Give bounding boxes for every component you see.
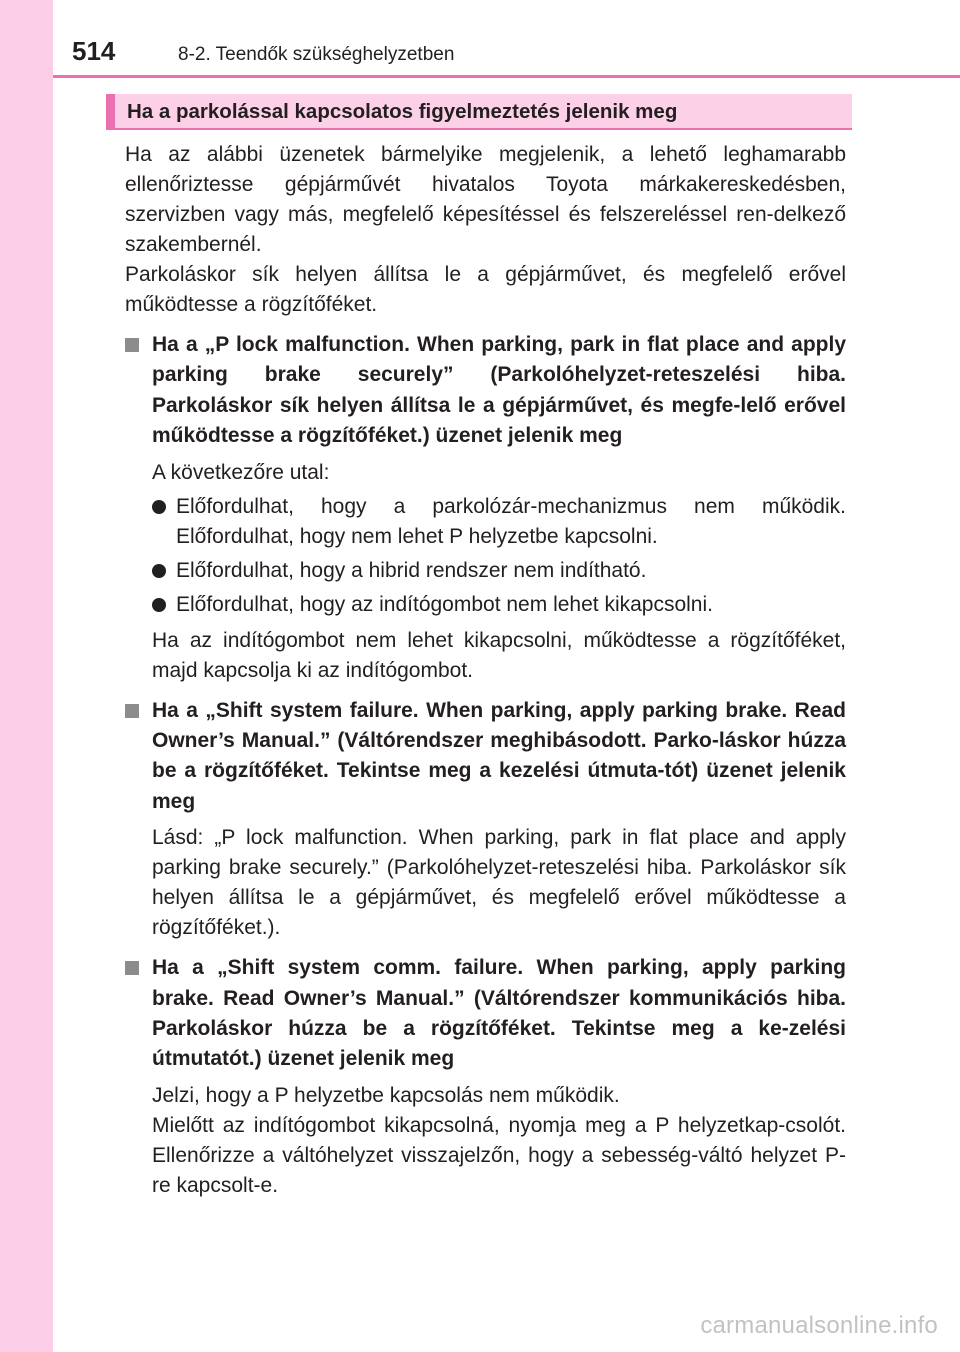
list-item — [152, 492, 846, 552]
section-title: Ha a parkolással kapcsolatos figyelmeztetés jelenik meg — [127, 100, 678, 123]
topic-body-shift-system-comm-failure — [125, 1081, 846, 1201]
square-bullet-icon — [125, 961, 139, 975]
topic-heading-text: Ha a „Shift system failure. When parking, apply parking brake. Read Owner’s Manual.” (Váltórendszer meghibásodott. Parko-láskor húzza be a rögzítőféket. Tekintse meg a kezelési útmuta-tót) üzenet jelenik meg — [152, 698, 846, 813]
topic-lead: A következőre utal: — [152, 460, 330, 484]
list-item — [152, 556, 846, 586]
topic-heading-text: Ha a „Shift system comm. failure. When parking, apply parking brake. Read Owner’s Manual.” (Váltórendszer kommunikációs hiba. Parkoláskor húzza be a rögzítőféket. Tekintse meg a ke-zelési útmutatót.) üzenet jelenik meg — [152, 956, 846, 1071]
page-number: 514 — [72, 36, 116, 66]
round-bullet-icon — [152, 598, 166, 612]
topic-heading-text: Ha a „P lock malfunction. When parking, park in flat place and apply parking brake securely” (Parkolóhelyzet-reteszelési hiba. Parkoláskor sík helyen állítsa le a gépjárművet, és megfe-lelő erővel működtesse a rögzítőféket.) üzenet jelenik meg — [152, 333, 846, 448]
topic-body-text: Jelzi, hogy a P helyzetbe kapcsolás nem működik. — [152, 1083, 620, 1107]
header-divider — [53, 75, 960, 78]
topic-note: Ha az indítógombot nem lehet kikapcsolni, működtesse a rögzítőféket, majd kapcsolja ki az indítógombot. — [152, 628, 846, 682]
list-item — [152, 590, 846, 620]
list-item-text: Előfordulhat, hogy a parkolózár-mechanizmus nem működik. Előfordulhat, hogy nem lehet P helyzetbe kapcsolni. — [176, 494, 846, 548]
section-banner — [106, 94, 852, 130]
topic-heading-p-lock — [125, 330, 846, 452]
topic-body-text: Mielőtt az indítógombot kikapcsolná, nyomja meg a P helyzetkap-csolót. Ellenőrizze a váltóhelyzet visszajelzőn, hogy a sebesség-váltó helyzet P-re kapcsolt-e. — [152, 1113, 846, 1197]
square-bullet-icon — [125, 704, 139, 718]
round-bullet-icon — [152, 500, 166, 514]
page-content — [125, 140, 846, 1201]
square-bullet-icon — [125, 338, 139, 352]
topic-heading-shift-system-comm-failure — [125, 953, 846, 1075]
topic-body-shift-system-failure — [125, 823, 846, 943]
side-color-strip — [0, 0, 53, 1352]
list-item-text: Előfordulhat, hogy a hibrid rendszer nem indítható. — [176, 558, 647, 582]
watermark: carmanualsonline.info — [700, 1312, 938, 1339]
topic-heading-shift-system-failure — [125, 696, 846, 818]
intro-paragraph-2: Parkoláskor sík helyen állítsa le a gépjárművet, és megfelelő erővel működtesse a rögzítőféket. — [125, 263, 846, 316]
topic-body-text: Lásd: „P lock malfunction. When parking, park in flat place and apply parking brake securely.” (Parkolóhelyzet-reteszelési hiba. Parkoláskor sík helyen állítsa le a gépjárművet, és megfelelő erővel működtesse a rögzítőféket.). — [152, 826, 846, 940]
list-item-text: Előfordulhat, hogy az indítógombot nem lehet kikapcsolni. — [176, 592, 713, 616]
intro-paragraph-1: Ha az alábbi üzenetek bármelyike megjelenik, a lehető leghamarabb ellenőriztesse gépjárművét hivatalos Toyota márkakereskedésben, szervizben vagy más, megfelelő képesítéssel és felszereléssel ren-delkező szakembernél. — [125, 143, 846, 256]
topic-body-p-lock — [125, 458, 846, 686]
round-bullet-icon — [152, 564, 166, 578]
chapter-title: 8-2. Teendők szükséghelyzetben — [178, 44, 455, 65]
